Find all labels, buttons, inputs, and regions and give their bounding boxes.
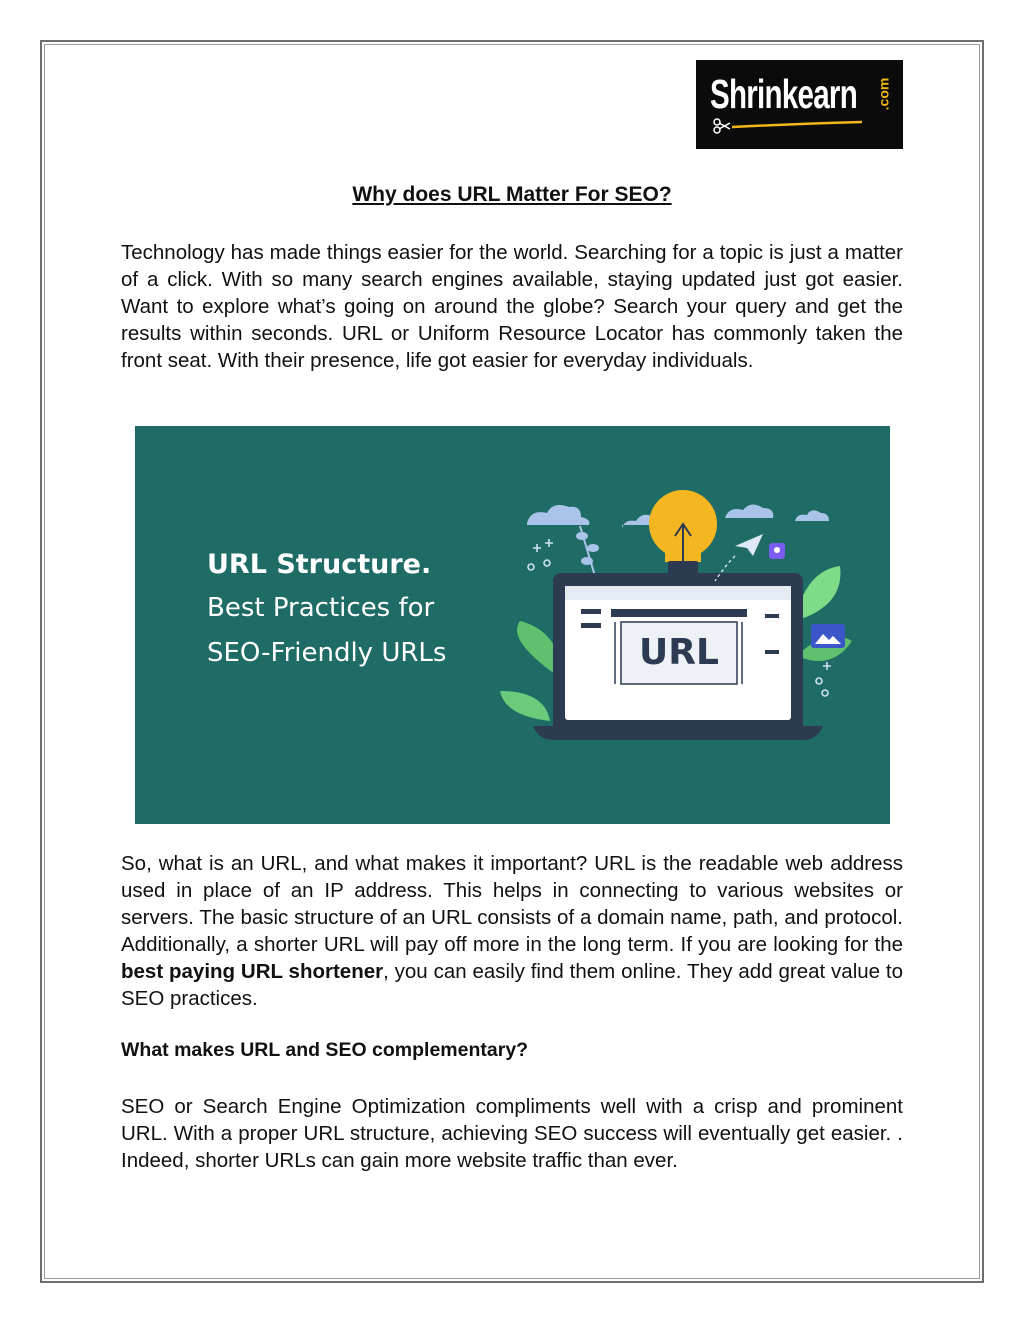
section-heading: What makes URL and SEO complementary? (121, 1039, 529, 1061)
banner-headline: URL Structure. (207, 549, 432, 580)
para2-text-a: So, what is an URL, and what makes it important? URL is the readable web address used in place of an IP address. This helps in connecting to various websites or servers. The basic structure of an URL consists of a domain name, path, and protocol. Additionally, a shorter URL will pay off more in the long term. If you are looking for the (121, 852, 903, 956)
article-title: Why does URL Matter For SEO? (352, 183, 672, 206)
logo-wordmark: Shrinkearn (710, 71, 858, 117)
banner-subline-2: SEO-Friendly URLs (207, 638, 447, 668)
laptop-lightbulb-illustration (135, 426, 890, 824)
banner-subline-1: Best Practices for (207, 593, 435, 623)
url-explanation-paragraph (121, 850, 903, 1012)
intro-paragraph: Technology has made things easier for the world. Searching for a topic is just a matter of a click. With so many search engines available, staying updated just got easier. Want to explore what’s going on around the globe? Search your query and get the results within seconds. URL or Uniform Resource Locator has commonly taken the front seat. With their presence, life got easier for everyday individuals. (121, 241, 903, 372)
para2-text-b: , you can easily find them online. They add great value to SEO practices. (121, 960, 904, 1010)
screen-url-label: URL (639, 632, 719, 673)
shrinkearn-logo[interactable] (696, 60, 903, 149)
scissors-swoosh-icon (712, 118, 872, 134)
best-paying-url-shortener-link[interactable]: best paying URL shortener (121, 960, 384, 983)
logo-domain-suffix: .com (875, 77, 892, 111)
url-structure-banner (135, 426, 890, 824)
seo-paragraph: SEO or Search Engine Optimization compliments well with a crisp and prominent URL. With a proper URL structure, achieving SEO success will eventually get easier. . Indeed, shorter URLs can gain more website traffic than ever. (121, 1095, 903, 1172)
